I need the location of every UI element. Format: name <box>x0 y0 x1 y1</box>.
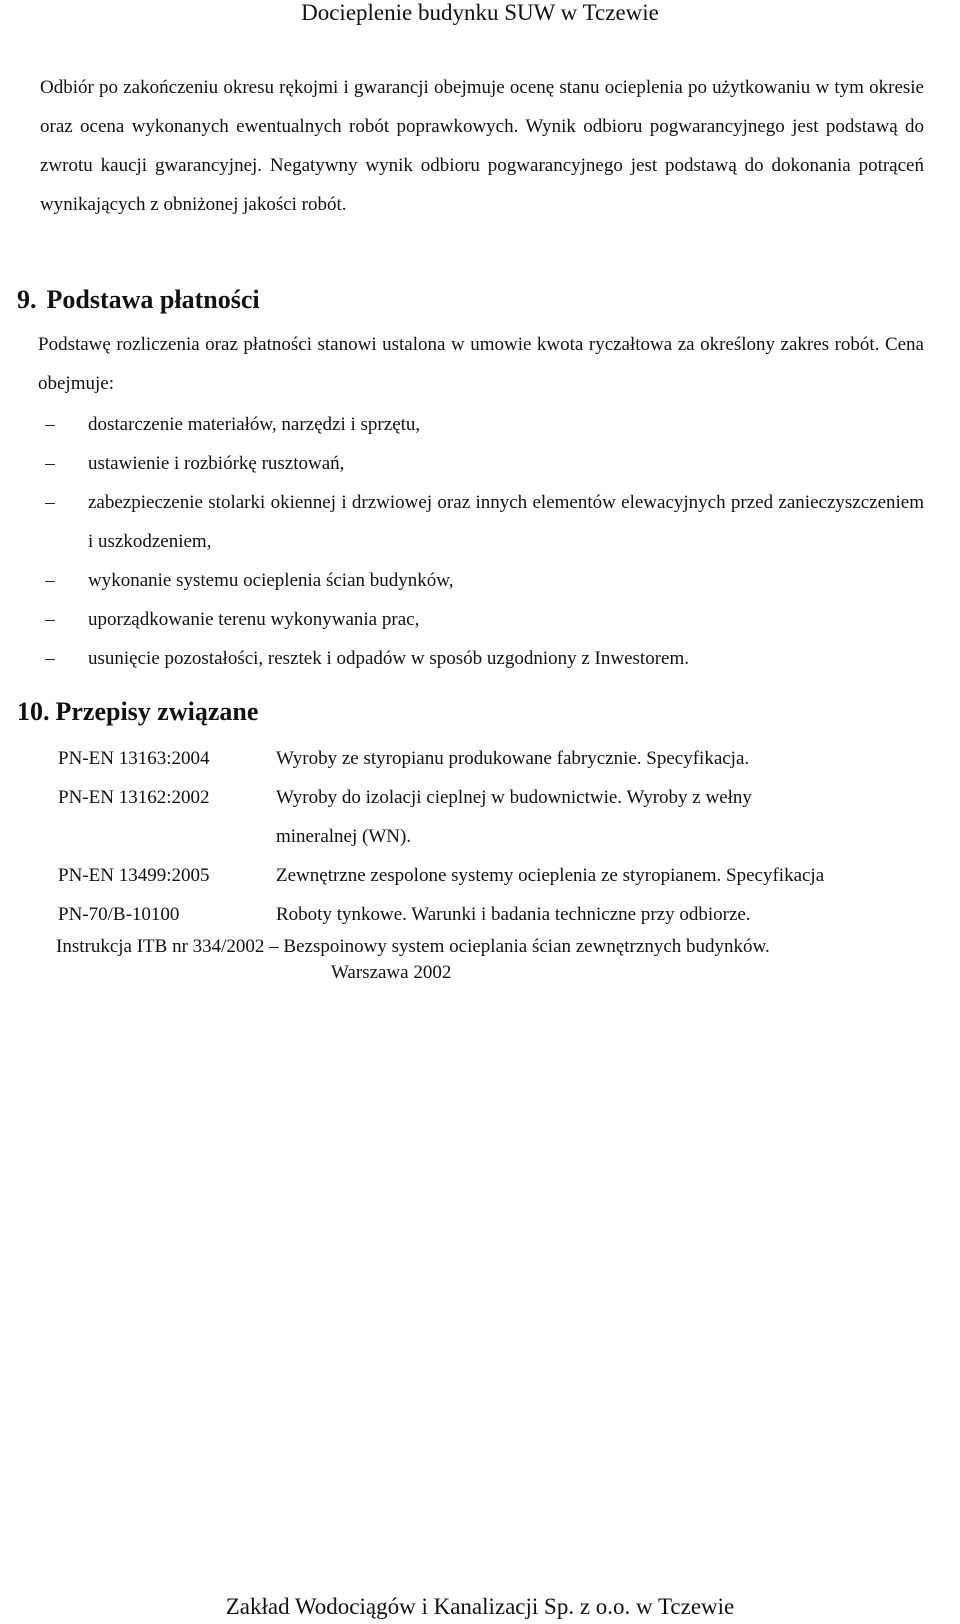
list-item-text: usunięcie pozostałości, resztek i odpadów w sposób uzgodniony z Inwestorem. <box>88 648 690 669</box>
bullet-dash: – <box>45 648 55 669</box>
norm-description: Roboty tynkowe. Warunki i badania techniczne przy odbiorze. <box>276 904 751 925</box>
list-item <box>40 444 924 483</box>
bullet-dash: – <box>45 453 55 474</box>
norm-code: PN-70/B-10100 <box>58 904 180 925</box>
section-9-title: Podstawa płatności <box>46 285 260 314</box>
norm-row <box>58 739 924 778</box>
norm-row <box>58 778 924 856</box>
section-10-title: Przepisy związane <box>55 697 259 726</box>
section-9-heading <box>17 285 260 315</box>
list-item-text: wykonanie systemu ocieplenia ścian budynków, <box>88 570 454 591</box>
list-item-text: ustawienie i rozbiórkę rusztowań, <box>88 453 345 474</box>
list-item <box>40 639 924 678</box>
norm-row <box>58 856 924 895</box>
page-footer: Zakład Wodociągów i Kanalizacji Sp. z o.o. w Tczewie <box>225 1594 735 1619</box>
bullet-dash: – <box>45 570 55 591</box>
list-item-text: zabezpieczenie stolarki okiennej i drzwiowej oraz innych elementów elewacyjnych przed zanieczyszczeniem i uszkodzeniem, <box>88 492 924 552</box>
list-item <box>40 600 924 639</box>
bullet-dash: – <box>45 492 55 513</box>
bullet-dash: – <box>45 609 55 630</box>
section-9-paragraph: Podstawę rozliczenia oraz płatności stanowi ustalona w umowie kwota ryczałtowa za określony zakres robót. Cena obejmuje: <box>38 334 924 394</box>
itb-reference <box>56 934 926 986</box>
cost-items-list <box>40 405 924 678</box>
list-item <box>40 483 924 561</box>
bullet-dash: – <box>45 414 55 435</box>
section-10-number: 10. <box>17 697 50 726</box>
list-item <box>40 405 924 444</box>
list-item-text: uporządkowanie terenu wykonywania prac, <box>88 609 420 630</box>
intro-paragraph: Odbiór po zakończeniu okresu rękojmi i gwarancji obejmuje ocenę stanu ocieplenia po użytkowaniu w tym okresie oraz ocena wykonanych ewentualnych robót poprawkowych. Wynik odbioru pogwarancyjnego jest podstawą do zwrotu kaucji gwarancyjnej. Negatywny wynik odbioru pogwarancyjnego jest podstawą do dokonania potrąceń wynikających z obniżonej jakości robót. <box>40 77 924 215</box>
norms-table <box>58 739 924 934</box>
itb-reference-line2: Warszawa 2002 <box>331 962 452 983</box>
norm-code: PN-EN 13163:2004 <box>58 748 210 769</box>
itb-reference-line1: Instrukcja ITB nr 334/2002 – Bezspoinowy system ocieplania ścian zewnętrznych budynków. <box>56 936 770 957</box>
norm-row <box>58 895 924 934</box>
norm-description: Zewnętrzne zespolone systemy ocieplenia ze styropianem. Specyfikacja <box>276 865 825 886</box>
norm-code: PN-EN 13162:2002 <box>58 787 210 808</box>
section-9-number: 9. <box>17 285 37 314</box>
norm-description: Wyroby do izolacji cieplnej w budownictwie. Wyroby z wełny mineralnej (WN). <box>276 787 752 847</box>
list-item-text: dostarczenie materiałów, narzędzi i sprzętu, <box>88 414 421 435</box>
norm-description: Wyroby ze styropianu produkowane fabrycznie. Specyfikacja. <box>276 748 750 769</box>
section-10-heading <box>17 697 258 727</box>
norm-code: PN-EN 13499:2005 <box>58 865 210 886</box>
page-header: Docieplenie budynku SUW w Tczewie <box>301 0 659 25</box>
list-item <box>40 561 924 600</box>
